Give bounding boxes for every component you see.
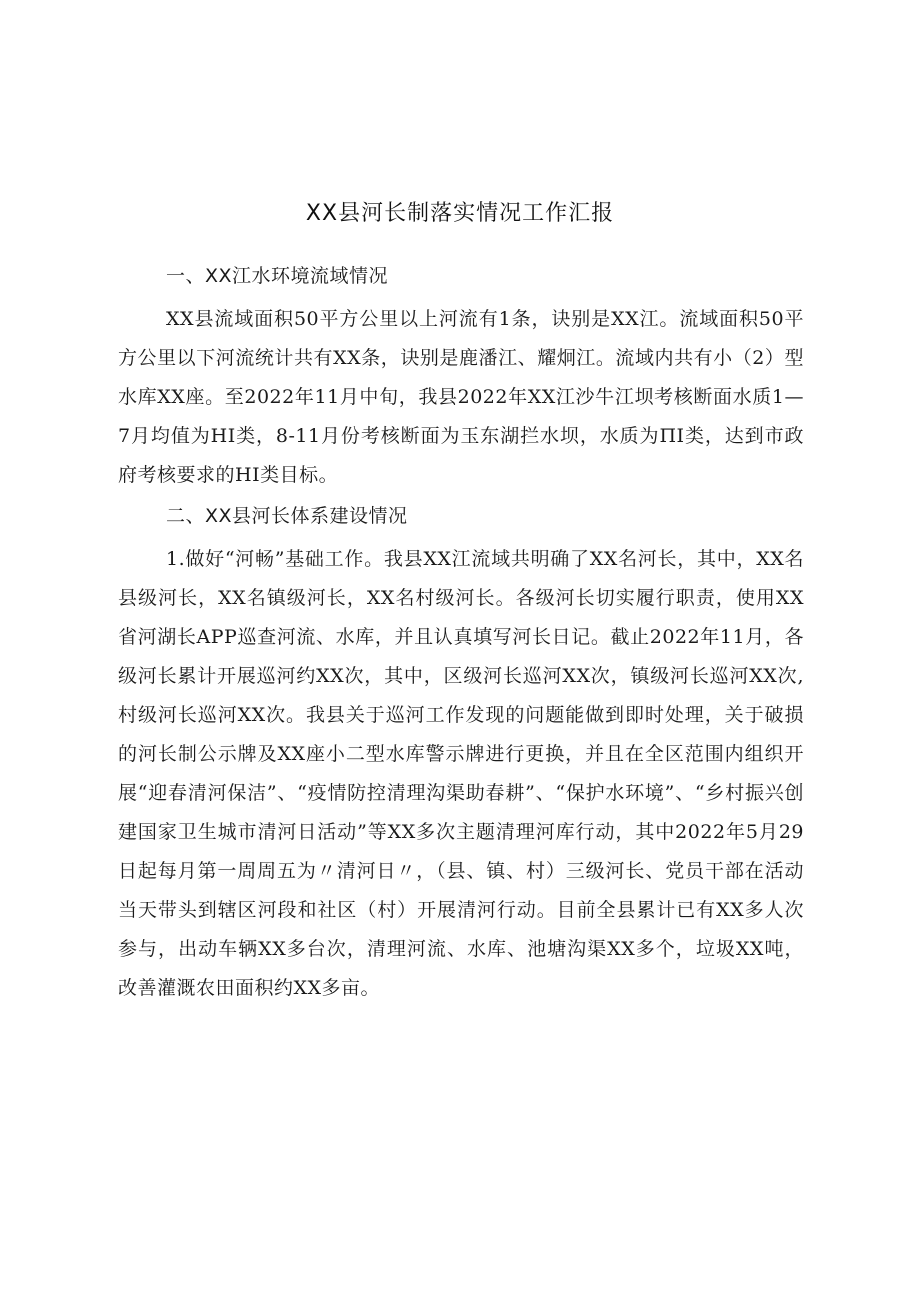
section-1-paragraph-1: XX县流域面积50平方公里以上河流有1条，诀别是XX江。流域面积50平方公里以下河流统计共有XX条，诀别是鹿潘江、耀炯江。流域内共有小（2）型水库XX座。至2022年11月中旬，我县2022年XX江沙牛江坝考核断面水质1—7月均值为HI类，8-11月份考核断面为玉东湖拦水坝，水质为ΠI类，达到市政府考核要求的HI类目标。 bbox=[118, 308, 804, 486]
section-heading-1: 一、XX江水环境流域情况 bbox=[166, 265, 389, 287]
page-title: XX县河长制落实情况工作汇报 bbox=[305, 201, 615, 226]
section-2-paragraph-1: 1.做好“河畅”基础工作。我县XX江流域共明确了XX名河长，其中，XX名县级河长，XX名镇级河长，XX名村级河长。各级河长切实履行职责，使用XX省河湖长APP巡查河流、水库，并且认真填写河长日记。截止2022年11月，各级河长累计开展巡河约XX次，其中，区级河长巡河XX次，镇级河长巡河XX次,村级河长巡河XX次。我县关于巡河工作发现的问题能做到即时处理，关于破损的河长制公示牌及XX座小二型水库警示牌进行更换，并且在全区范围内组织开展“迎春清河保洁”、“疫情防控清理沟渠助春耕”、“保护水环境”、“乡村振兴创建国家卫生城市清河日活动”等XX多次主题清理河库行动，其中2022年5月29日起每月第一周周五为〃清河日〃，（县、镇、村）三级河长、党员干部在活动当天带头到辖区河段和社区（村）开展清河行动。目前全县累计已有XX多人次参与，出动车辆XX多台次，清理河流、水库、池塘沟渠XX多个，垃圾XX吨，改善灌溉农田面积约XX多亩。 bbox=[118, 548, 804, 999]
document-body bbox=[118, 258, 804, 1011]
section-heading-2: 二、XX县河长体系建设情况 bbox=[166, 505, 408, 527]
